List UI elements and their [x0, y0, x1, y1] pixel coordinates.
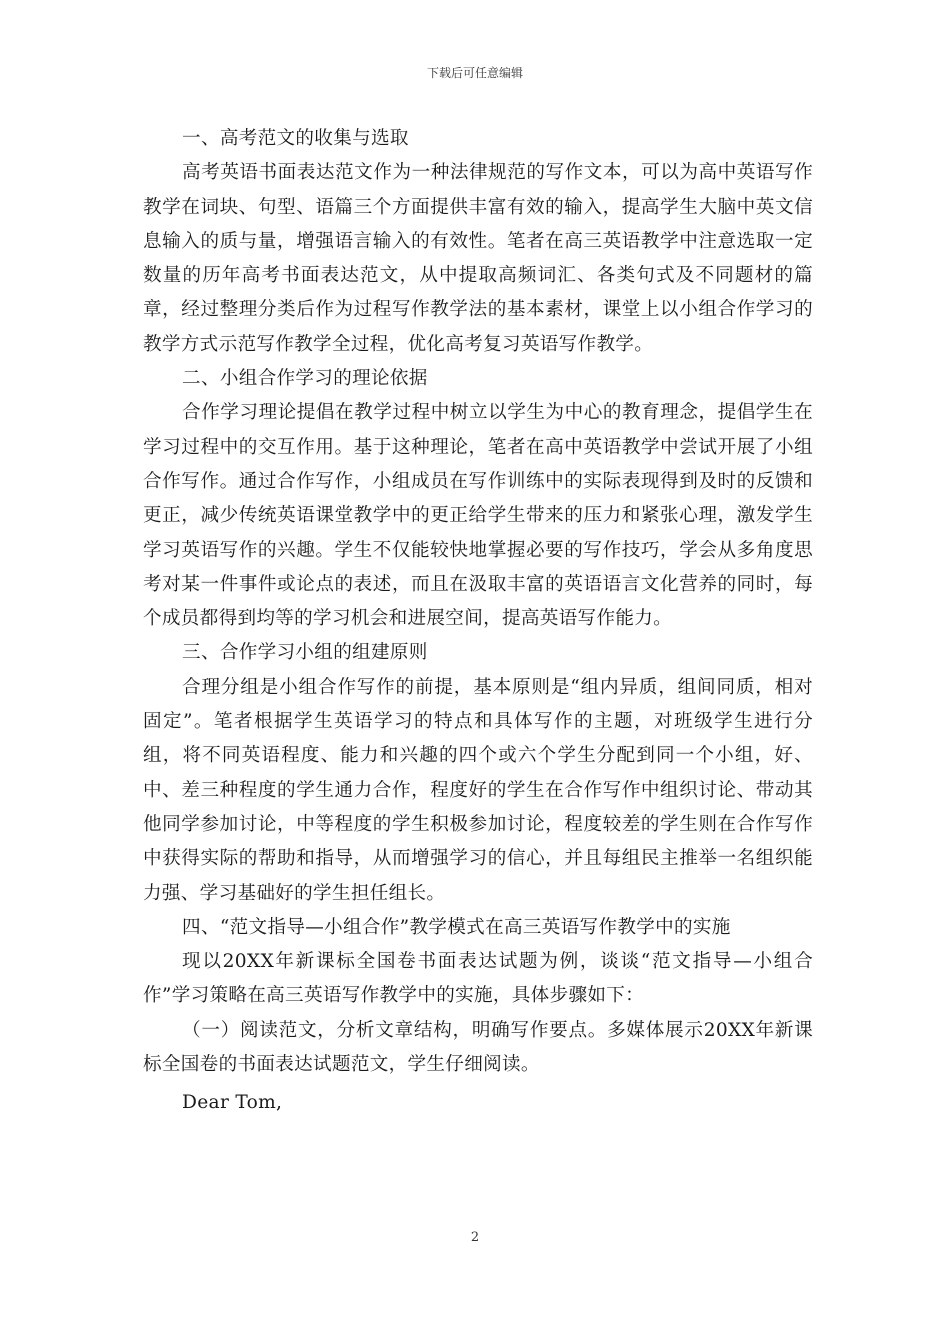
- section-2-paragraph-1: 合作学习理论提倡在教学过程中树立以学生为中心的教育理念，提倡学生在学习过程中的交互作用。基于这种理论，笔者在高中英语教学中尝试开展了小组合作写作。通过合作写作，小组成员在写作训练中的实际表现得到及时的反馈和更正，减少传统英语课堂教学中的更正给学生带来的压力和紧张心理，激发学生学习英语写作的兴趣。学生不仅能较快地掌握必要的写作技巧，学会从多角度思考对某一件事件或论点的表述，而且在汲取丰富的英语语言文化营养的同时，每个成员都得到均等的学习机会和进展空间，提高英语写作能力。: [143, 402, 813, 630]
- section-1-paragraph-1: 高考英语书面表达范文作为一种法律规范的写作文本，可以为高中英语写作教学在词块、句型、语篇三个方面提供丰富有效的输入，提高学生大脑中英文信息输入的质与量，增强语言输入的有效性。笔者在高三英语教学中注意选取一定数量的历年高考书面表达范文，从中提取高频词汇、各类句式及不同题材的篇章，经过整理分类后作为过程写作教学法的基本素材，课堂上以小组合作学习的教学方式示范写作教学全过程，优化高考复习英语写作教学。: [143, 162, 813, 355]
- section-heading-3: 三、合作学习小组的组建原则: [182, 642, 428, 664]
- section-heading-1: 一、高考范文的收集与选取: [182, 128, 409, 149]
- section-3-paragraph-1: 合理分组是小组合作写作的前提，基本原则是“组内异质，组间同质，相对固定”。笔者根据学生英语学习的特点和具体写作的主题，对班级学生进行分组，将不同英语程度、能力和兴趣的四个或六个学生分配到同一个小组，好、中、差三种程度的学生通力合作，程度好的学生在合作写作中组织讨论、带动其他同学参加讨论，中等程度的学生积极参加讨论，程度较差的学生则在合作写作中获得实际的帮助和指导，从而增强学习的信心，并且每组民主推举一名组织能力强、学习基础好的学生担任组长。: [143, 676, 813, 904]
- page-number: 2: [470, 1230, 480, 1245]
- section-4-paragraph-2: （一）阅读范文，分析文章结构，明确写作要点。多媒体展示20XX年新课标全国卷的书面表达试题范文，学生仔细阅读。: [143, 1019, 813, 1076]
- section-heading-2: 二、小组合作学习的理论依据: [182, 368, 428, 390]
- section-heading-4: 四、“范文指导—小组合作”教学模式在高三英语写作教学中的实施: [182, 916, 731, 938]
- page-header: 下载后可任意编辑: [426, 66, 523, 80]
- section-4-paragraph-1: 现以20XX年新课标全国卷书面表达试题为例，谈谈“范文指导—小组合作”学习策略在高三英语写作教学中的实施，具体步骤如下：: [143, 951, 813, 1007]
- document-body: [143, 122, 813, 1121]
- letter-salutation: Dear Tom,: [182, 1092, 283, 1114]
